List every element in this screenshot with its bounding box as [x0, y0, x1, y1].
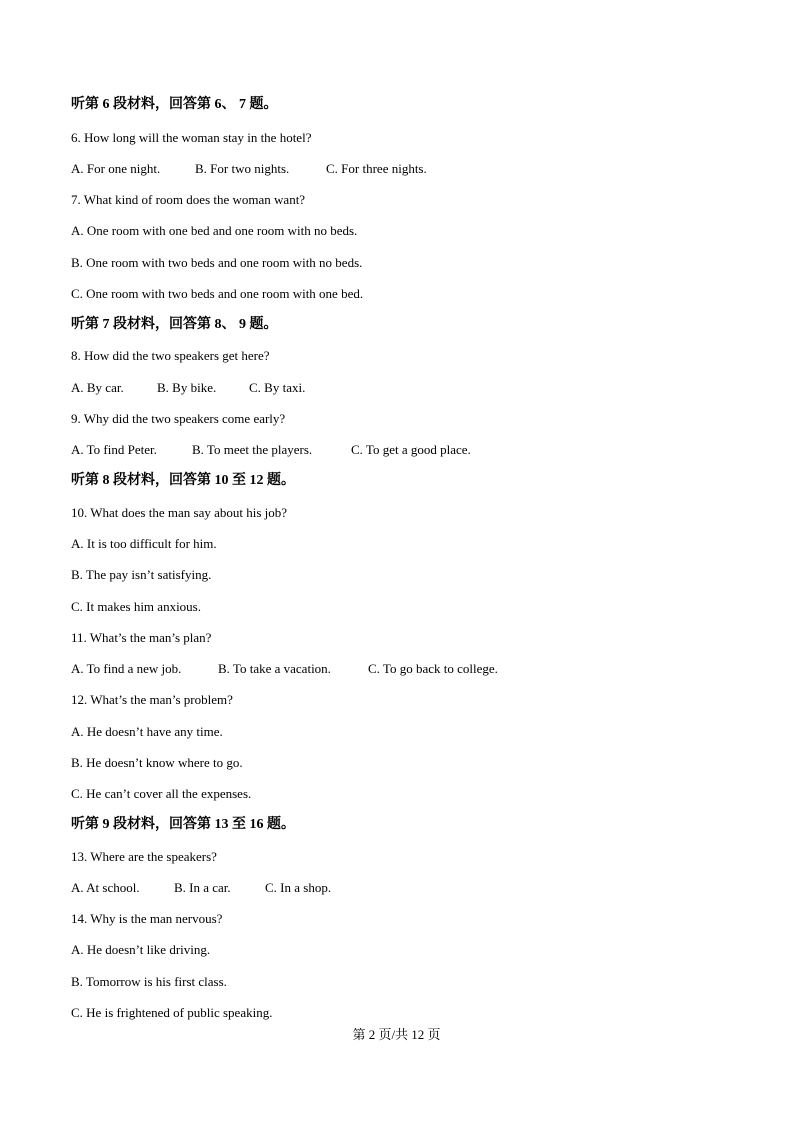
option-11a: A. To find a new job.	[71, 661, 182, 676]
option-13c: C. In a shop.	[265, 880, 332, 895]
option-14c: C. He is frightened of public speaking.	[71, 1005, 273, 1020]
question-13-options	[71, 880, 331, 896]
question-13: 13. Where are the speakers?	[71, 849, 217, 864]
question-8: 8. How did the two speakers get here?	[71, 348, 270, 363]
question-9: 9. Why did the two speakers come early?	[71, 411, 286, 426]
option-9c: C. To get a good place.	[351, 442, 471, 457]
option-6a: A. For one night.	[71, 161, 161, 176]
option-12c: C. He can’t cover all the expenses.	[71, 786, 252, 801]
option-12b: B. He doesn’t know where to go.	[71, 755, 243, 770]
question-9-options	[71, 442, 471, 458]
question-11: 11. What’s the man’s plan?	[71, 630, 212, 645]
option-10b: B. The pay isn’t satisfying.	[71, 567, 212, 582]
option-8c: C. By taxi.	[249, 380, 306, 395]
section-header: 听第 7 段材料，回答第 8、 9 题。	[71, 317, 278, 332]
section-header: 听第 9 段材料，回答第 13 至 16 题。	[71, 817, 295, 832]
question-8-options	[71, 380, 305, 396]
option-9b: B. To meet the players.	[192, 442, 313, 457]
option-13b: B. In a car.	[174, 880, 231, 895]
option-11b: B. To take a vacation.	[218, 661, 331, 676]
question-11-options	[71, 661, 498, 677]
question-6-options	[71, 161, 427, 177]
option-10a: A. It is too difficult for him.	[71, 536, 217, 551]
option-8a: A. By car.	[71, 380, 124, 395]
option-11c: C. To go back to college.	[368, 661, 498, 676]
question-6: 6. How long will the woman stay in the hotel?	[71, 130, 312, 145]
option-14a: A. He doesn’t like driving.	[71, 942, 211, 957]
question-14: 14. Why is the man nervous?	[71, 911, 223, 926]
section-header: 听第 8 段材料，回答第 10 至 12 题。	[71, 473, 295, 488]
option-6c: C. For three nights.	[326, 161, 427, 176]
question-12: 12. What’s the man’s problem?	[71, 692, 233, 707]
option-9a: A. To find Peter.	[71, 442, 157, 457]
option-7a: A. One room with one bed and one room with no beds.	[71, 223, 358, 238]
option-8b: B. By bike.	[157, 380, 217, 395]
question-10: 10. What does the man say about his job?	[71, 505, 288, 520]
section-header: 听第 6 段材料，回答第 6、 7 题。	[71, 97, 278, 112]
option-14b: B. Tomorrow is his first class.	[71, 974, 227, 989]
page-number: 第 2 页/共 12 页	[352, 1027, 441, 1042]
question-7: 7. What kind of room does the woman want?	[71, 192, 306, 207]
option-12a: A. He doesn’t have any time.	[71, 724, 223, 739]
option-7b: B. One room with two beds and one room with no beds.	[71, 255, 363, 270]
option-6b: B. For two nights.	[195, 161, 290, 176]
option-7c: C. One room with two beds and one room with one bed.	[71, 286, 364, 301]
option-13a: A. At school.	[71, 880, 140, 895]
option-10c: C. It makes him anxious.	[71, 599, 201, 614]
